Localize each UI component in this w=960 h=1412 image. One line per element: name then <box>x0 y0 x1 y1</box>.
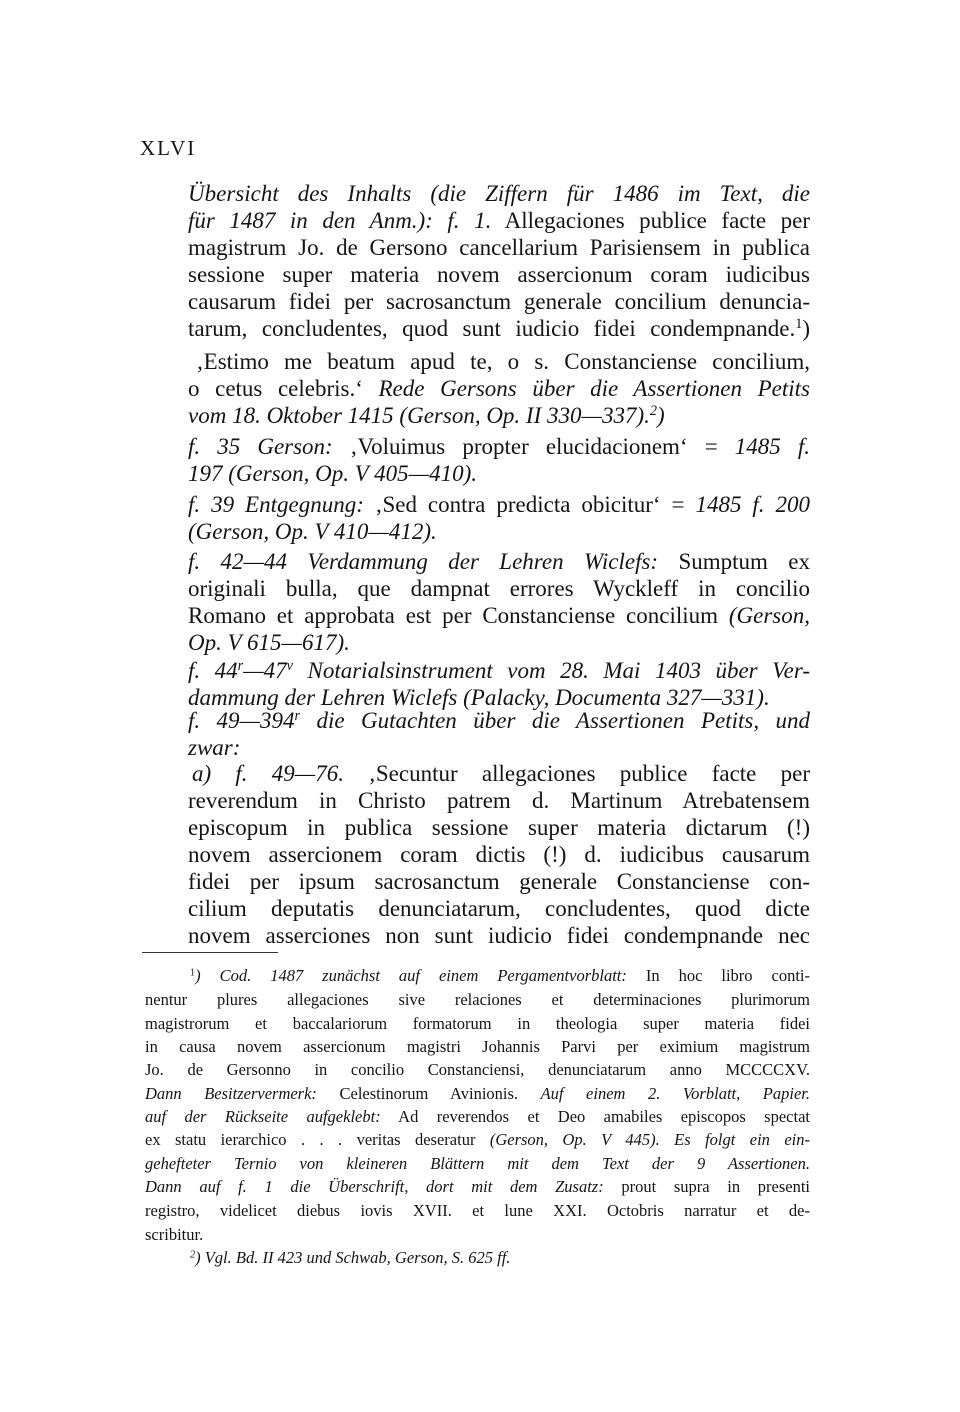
text-run: registro, videlicet diebus iovis XVII. et lune XXI. Octobris narratur et de- <box>145 1201 810 1220</box>
text-run: novem asserciones non sunt iudicio fidei condempnande nec <box>188 923 810 948</box>
text-run: originali bulla, que dampnat errores Wyckleff in concilio <box>188 576 810 601</box>
text-run: nentur plures allegaciones sive relaciones et determinaciones plurimorum <box>145 990 810 1009</box>
text-run: ‚Voluimus propter elucidacionem‘ = <box>332 434 735 459</box>
text-run: Auf einem 2. Vorblatt, Papier. <box>540 1084 810 1103</box>
footnote-line <box>145 1060 810 1080</box>
footnote-line <box>145 1014 810 1034</box>
text-run: prout supra in presenti <box>603 1177 811 1196</box>
footnote-line <box>145 1248 810 1268</box>
text-line <box>188 261 810 289</box>
footnote-line <box>145 1201 810 1221</box>
footnote-line <box>145 1154 810 1174</box>
text-run: Ad reverendos et Deo amabiles episcopos spectat <box>380 1107 810 1126</box>
text-line <box>188 180 810 208</box>
footnote-line <box>145 1037 810 1057</box>
text-run: Notarialsinstrument vom 28. Mai 1403 über Ver- <box>292 658 811 683</box>
text-run: Jo. de Gersonno in concilio Constanciensi, denunciatarum anno MCCCCXV. <box>145 1060 810 1079</box>
text-run: ‚Estimo me beatum apud te, o s. Constanciense concilium, <box>196 349 810 374</box>
footnote-ref[interactable]: 2 <box>649 403 657 420</box>
text-line <box>188 491 810 519</box>
text-run: 1485 f. 200 <box>695 492 811 517</box>
text-run: gehefteter Ternio von kleineren Blättern mit dem Text der 9 Assertionen. <box>145 1154 810 1173</box>
text-line <box>188 315 810 343</box>
text-line <box>188 234 810 262</box>
footnote-line <box>145 990 810 1010</box>
text-line <box>188 433 810 461</box>
footnote-line <box>145 1107 810 1127</box>
text-line <box>188 402 810 430</box>
text-run: (Gerson, Op. V 410—412). <box>188 519 437 544</box>
footnote-ref[interactable]: 1 <box>795 316 803 333</box>
text-run: Op. V 615—617). <box>188 630 350 655</box>
text-line <box>188 629 810 657</box>
text-run: zwar: <box>188 735 241 760</box>
text-line <box>188 868 810 896</box>
text-run: causarum fidei per sacrosanctum generale concilium denuncia- <box>188 289 810 314</box>
text-line <box>188 207 810 235</box>
text-run: ) <box>802 316 810 341</box>
text-run: f. 49—394 <box>188 708 295 733</box>
text-run: ) Cod. 1487 zunächst auf einem Pergamentvorblatt: <box>195 966 627 985</box>
text-line <box>188 787 810 815</box>
text-run: die Gutachten über die Assertionen Petits, und <box>300 708 810 733</box>
text-run: o cetus celebris.‘ <box>188 376 363 401</box>
text-run: Sumptum ex <box>658 549 811 574</box>
text-line <box>188 657 810 685</box>
text-run: ex statu ierarchico . . . veritas deseratur <box>145 1130 490 1149</box>
text-run: ‚Sed contra predicta obicitur‘ = <box>363 492 696 517</box>
text-run: Dann Besitzervermerk: <box>145 1084 317 1103</box>
footnote-marker: 1 <box>190 967 196 979</box>
footnote-line <box>145 1225 810 1245</box>
text-line <box>188 375 810 403</box>
text-run: dammung der Lehren Wiclefs (Palacky, Documenta 327—331). <box>188 685 770 710</box>
footnote-line <box>145 1130 810 1150</box>
page-number: XLVI <box>140 136 197 160</box>
text-run: fidei per ipsum sacrosanctum generale Constanciense con- <box>188 869 810 894</box>
text-line <box>188 575 810 603</box>
text-run: Celestinorum Avinionis. <box>316 1084 541 1103</box>
text-run: ‚Secuntur allegaciones publice facte per <box>343 761 810 786</box>
footnote-marker: 2 <box>190 1249 196 1261</box>
text-run: in causa novem assercionum magistri Johannis Parvi per eximium magistrum <box>145 1037 810 1056</box>
text-run: episcopum in publica sessione super materia dictarum (!) <box>188 815 810 840</box>
text-run: f. 35 Gerson: <box>188 434 333 459</box>
text-line <box>188 895 810 923</box>
text-run: 1485 f. <box>734 434 810 459</box>
text-run: Übersicht des Inhalts (die Ziffern für 1486 im Text, die <box>188 181 810 206</box>
text-run: cilium deputatis denunciatarum, concludentes, quod dicte <box>188 896 810 921</box>
footnote-separator <box>142 952 278 953</box>
text-run: Allegaciones publice facte per <box>491 208 810 233</box>
text-line <box>188 288 810 316</box>
text-run: ) <box>656 403 665 428</box>
text-run: magistrum Jo. de Gersono cancellarium Parisiensem in publica <box>188 235 810 260</box>
text-run: Romano et approbata est per Constanciense concilium <box>188 603 729 628</box>
text-run: (Gerson, <box>728 603 810 628</box>
text-run: magistrorum et baccalariorum formatorum in theologia super materia fidei <box>145 1014 810 1033</box>
text-run: novem assercionem coram dictis (!) d. iudicibus causarum <box>188 842 810 867</box>
text-line <box>188 602 810 630</box>
text-run: scribitur. <box>145 1225 204 1244</box>
text-run: vom 18. Oktober 1415 (Gerson, Op. II 330—337). <box>188 403 650 428</box>
text-line <box>188 518 810 546</box>
text-run: In hoc libro conti- <box>626 966 811 985</box>
text-run: f. 42—44 Verdammung der Lehren Wiclefs: <box>188 549 659 574</box>
text-run: 197 (Gerson, Op. V 405—410). <box>188 461 477 486</box>
footnote-line <box>145 1177 810 1197</box>
text-run: reverendum in Christo patrem d. Martinum Atrebatensem <box>188 788 810 813</box>
text-line <box>188 922 810 950</box>
text-line <box>188 734 810 762</box>
text-run: —47 <box>243 658 287 683</box>
text-run: Dann auf f. 1 die Überschrift, dort mit dem Zusatz: <box>145 1177 604 1196</box>
text-line <box>188 841 810 869</box>
text-line <box>188 760 810 788</box>
text-line <box>188 348 810 376</box>
text-run: (Gerson, Op. V 445). Es folgt ein ein- <box>489 1130 810 1149</box>
text-line <box>188 814 810 842</box>
footnote-line <box>145 966 810 986</box>
text-line <box>188 707 810 735</box>
text-line <box>188 548 810 576</box>
text-run: tarum, concludentes, quod sunt iudicio fidei condempnande. <box>188 316 796 341</box>
text-run: auf der Rückseite aufgeklebt: <box>145 1107 381 1126</box>
folio-side: r <box>237 658 244 675</box>
text-run: f. 44 <box>188 658 238 683</box>
text-run: für 1487 in den Anm.): f. 1. <box>188 208 492 233</box>
folio-side: r <box>294 708 301 725</box>
footnote-line <box>145 1084 810 1104</box>
text-run: f. 39 Entgegnung: <box>188 492 364 517</box>
folio-side: v <box>286 658 293 675</box>
text-run: a) f. 49—76. <box>192 761 344 786</box>
text-line <box>188 460 810 488</box>
text-run: ) Vgl. Bd. II 423 und Schwab, Gerson, S. 625 ff. <box>195 1248 511 1267</box>
text-run: sessione super materia novem assercionum coram iudicibus <box>188 262 810 287</box>
text-run: Rede Gersons über die Assertionen Petits <box>362 376 810 401</box>
